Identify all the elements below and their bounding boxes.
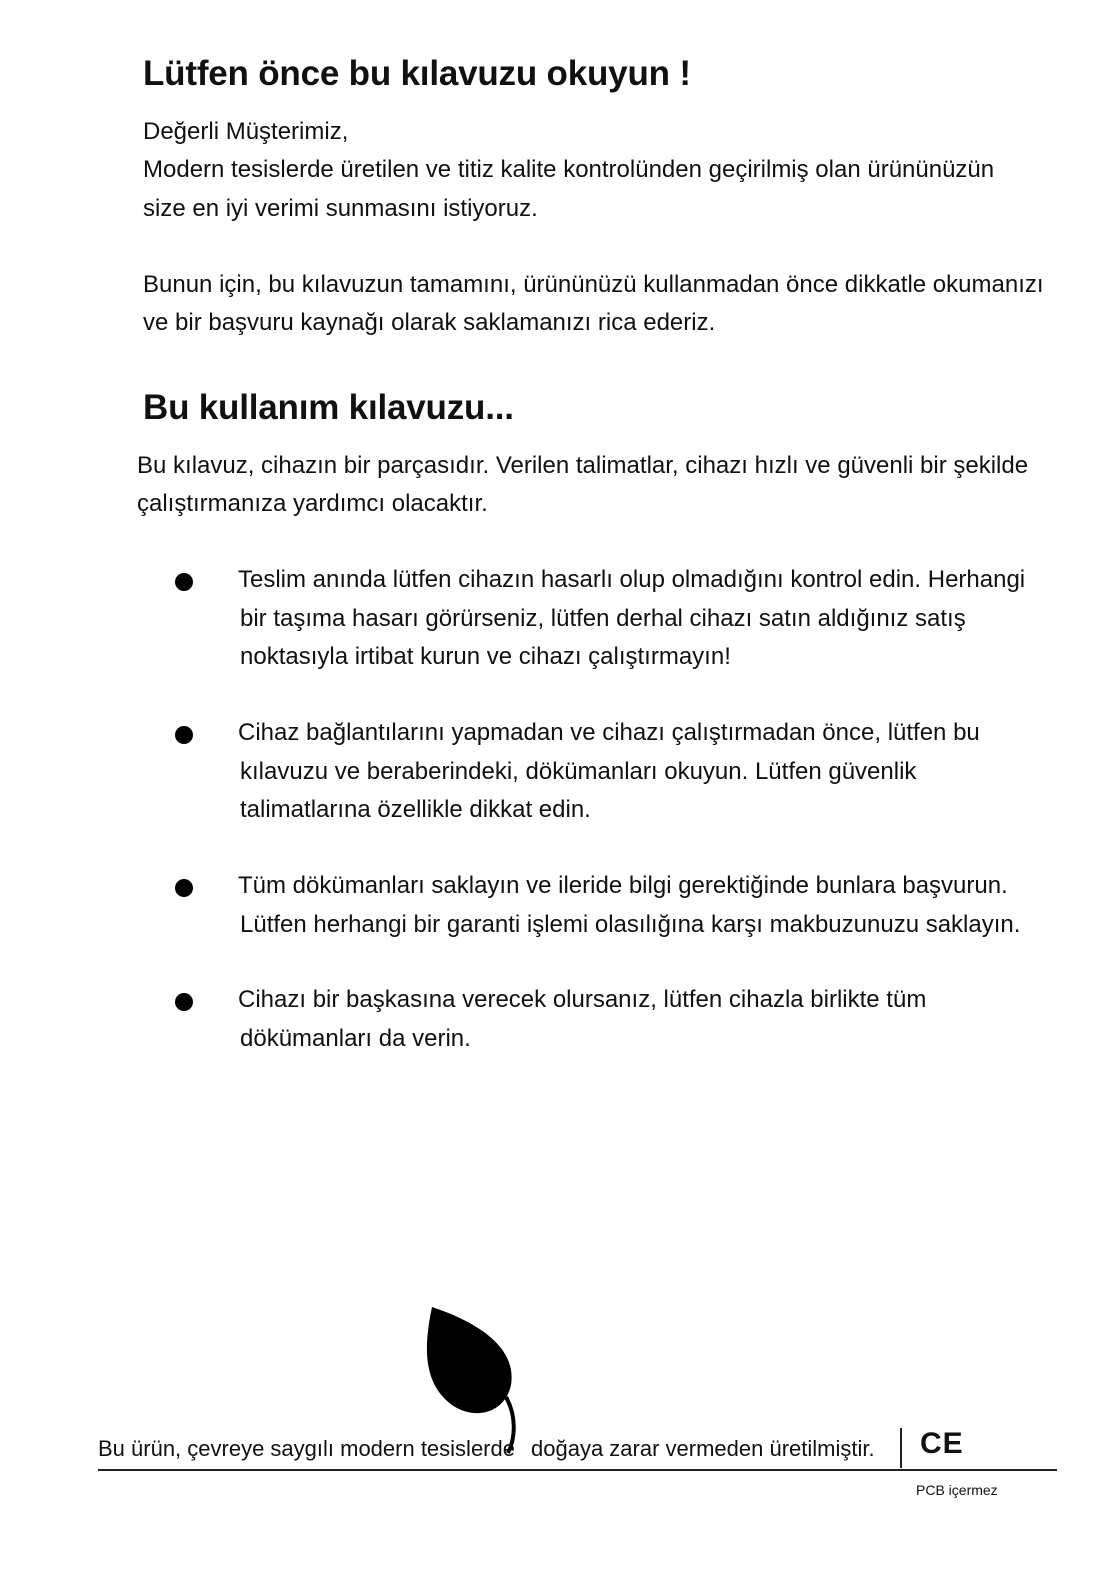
footer-rule (98, 1469, 1057, 1471)
request-line-2: ve bir başvuru kaynağı olarak saklamanızı rica ederiz. (143, 309, 716, 336)
greeting-line: Değerli Müşterimiz, (143, 118, 349, 145)
bullet-icon (175, 879, 193, 897)
intro-line-2: size en iyi verimi sunmasını istiyoruz. (143, 195, 538, 222)
bullet-2-line-2: kılavuzu ve beraberindeki, dökümanları okuyun. Lütfen güvenlik (240, 758, 917, 785)
ce-mark: CE (920, 1427, 964, 1460)
bullet-3-line-2: Lütfen herhangi bir garanti işlemi olasılığına karşı makbuzunuzu saklayın. (240, 911, 1021, 938)
section-intro-line-2: çalıştırmanıza yardımcı olacaktır. (137, 490, 488, 517)
bullet-2-line-1: Cihaz bağlantılarını yapmadan ve cihazı çalıştırmadan önce, lütfen bu (238, 719, 980, 746)
bullet-icon (175, 573, 193, 591)
eco-statement-left: Bu ürün, çevreye saygılı modern tesislerde (98, 1436, 515, 1461)
bullet-icon (175, 993, 193, 1011)
bullet-4-line-2: dökümanları da verin. (240, 1025, 471, 1052)
bullet-1-line-3: noktasıyla irtibat kurun ve cihazı çalıştırmayın! (240, 643, 731, 670)
bullet-icon (175, 726, 193, 744)
section-heading: Bu kullanım kılavuzu... (143, 388, 514, 427)
intro-line-1: Modern tesislerde üretilen ve titiz kalite kontrolünden geçirilmiş olan ürününüzün (143, 156, 995, 183)
eco-statement-right: doğaya zarar vermeden üretilmiştir. (531, 1436, 875, 1461)
bullet-1-line-2: bir taşıma hasarı görürseniz, lütfen derhal cihazı satın aldığınız satış (240, 605, 966, 632)
pcb-note: PCB içermez (916, 1482, 998, 1498)
bullet-3-line-1: Tüm dökümanları saklayın ve ileride bilgi gerektiğinde bunlara başvurun. (238, 872, 1008, 899)
bullet-4-line-1: Cihazı bir başkasına verecek olursanız, lütfen cihazla birlikte tüm (238, 986, 927, 1013)
page-title: Lütfen önce bu kılavuzu okuyun ! (143, 54, 691, 93)
request-line-1: Bunun için, bu kılavuzun tamamını, ürününüzü kullanmadan önce dikkatle okumanızı (143, 271, 1044, 298)
bullet-1-line-1: Teslim anında lütfen cihazın hasarlı olup olmadığını kontrol edin. Herhangi (238, 566, 1026, 593)
bullet-2-line-3: talimatlarına özellikle dikkat edin. (240, 796, 591, 823)
section-intro-line-1: Bu kılavuz, cihazın bir parçasıdır. Verilen talimatlar, cihazı hızlı ve güvenli bir şekilde (137, 452, 1029, 479)
footer-divider (900, 1428, 902, 1468)
